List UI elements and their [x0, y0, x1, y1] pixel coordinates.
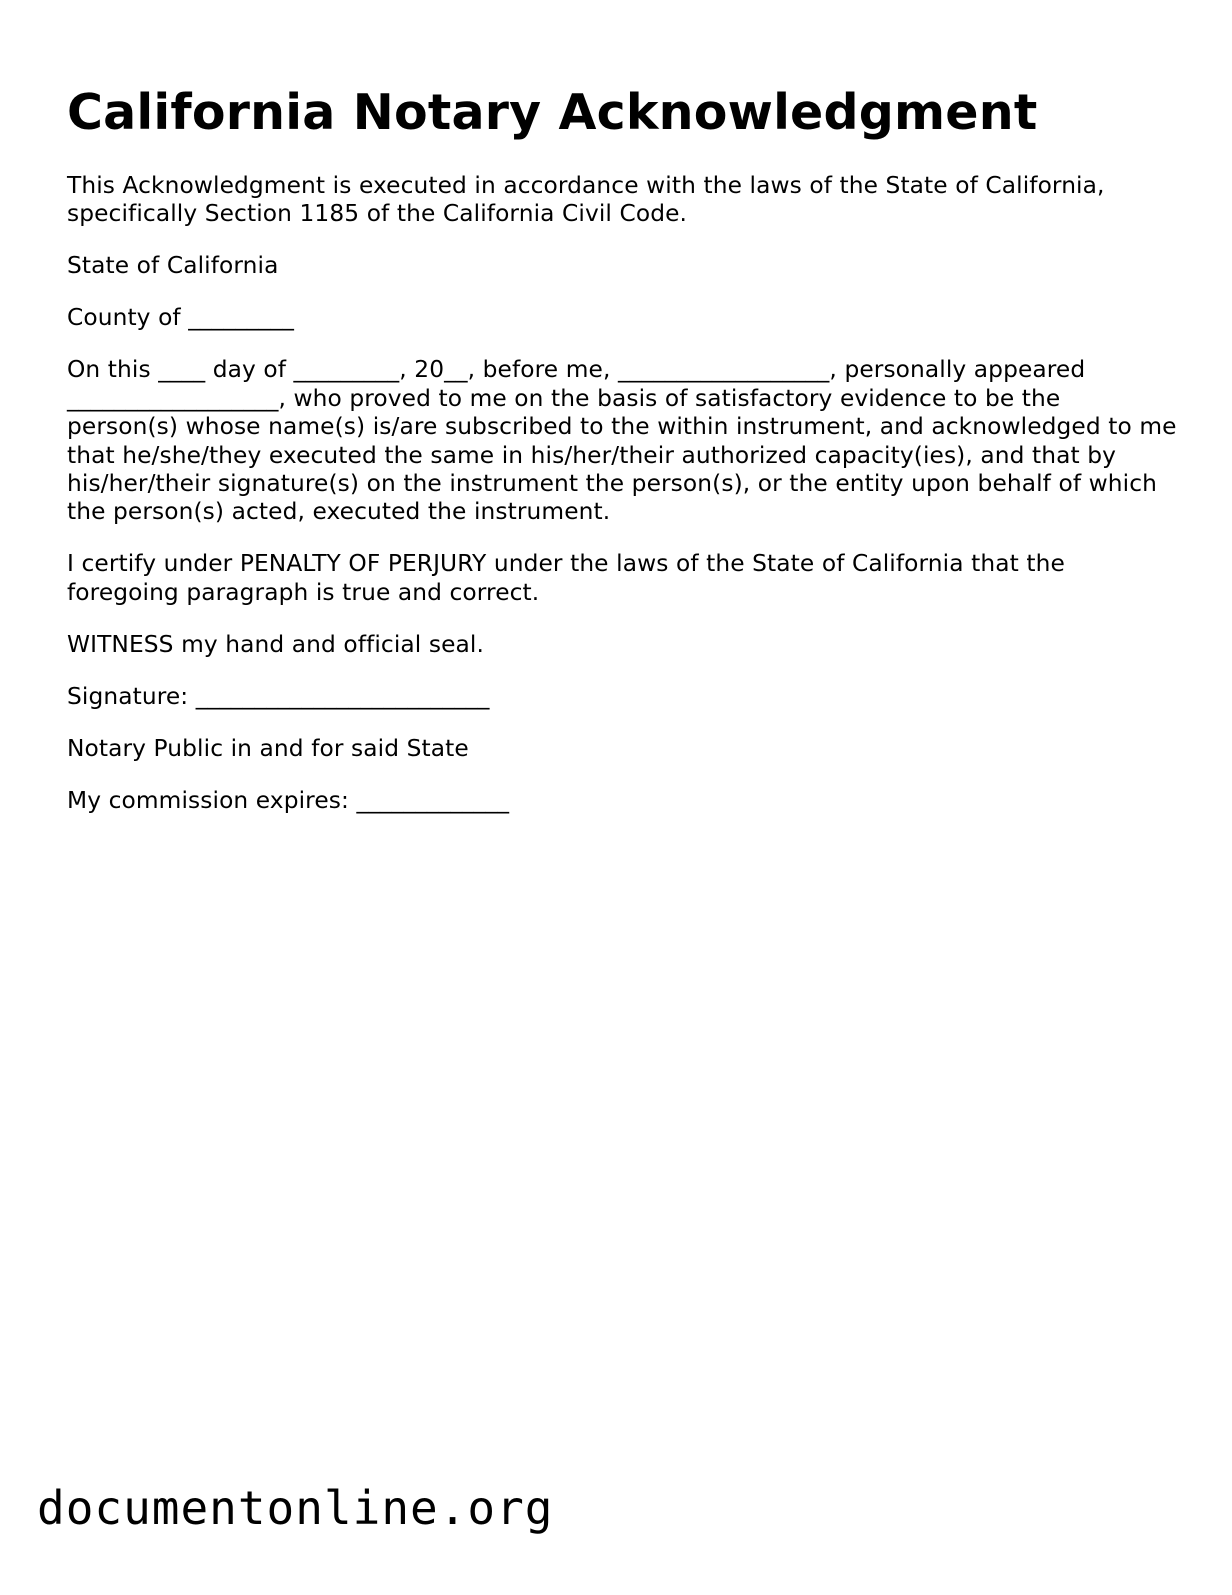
- state-line: State of California: [67, 252, 279, 280]
- county-line: County of _________: [67, 304, 294, 332]
- document-title: California Notary Acknowledgment: [67, 84, 1038, 141]
- commission-expires-line: My commission expires: _____________: [67, 786, 510, 814]
- document-page: [67, 82, 1177, 839]
- intro-paragraph: This Acknowledgment is executed in accordance with the laws of the State of California, specifically Section 1185 of the California Civil Code.: [67, 172, 1105, 228]
- notary-public-line: Notary Public in and for said State: [67, 734, 469, 762]
- signature-line: Signature: _________________________: [67, 682, 490, 710]
- witness-line: WITNESS my hand and official seal.: [67, 630, 484, 658]
- acknowledgment-body: On this ____ day of _________, 20__, before me, __________________, personally appeared __________________, who proved to me on the basis of satisfactory evidence to be the person(s) whose name(s) is/are subscribed to the within instrument, and acknowledged to me that he/she/they executed the same in his/her/their authorized capacity(ies), and that by his/her/their signature(s) on the instrument the person(s), or the entity upon behalf of which the person(s) acted, executed the instrument.: [67, 356, 1177, 526]
- watermark: documentonline.org: [37, 1481, 554, 1535]
- certification-paragraph: I certify under PENALTY OF PERJURY under the laws of the State of California that the foregoing paragraph is true and correct.: [67, 550, 1065, 606]
